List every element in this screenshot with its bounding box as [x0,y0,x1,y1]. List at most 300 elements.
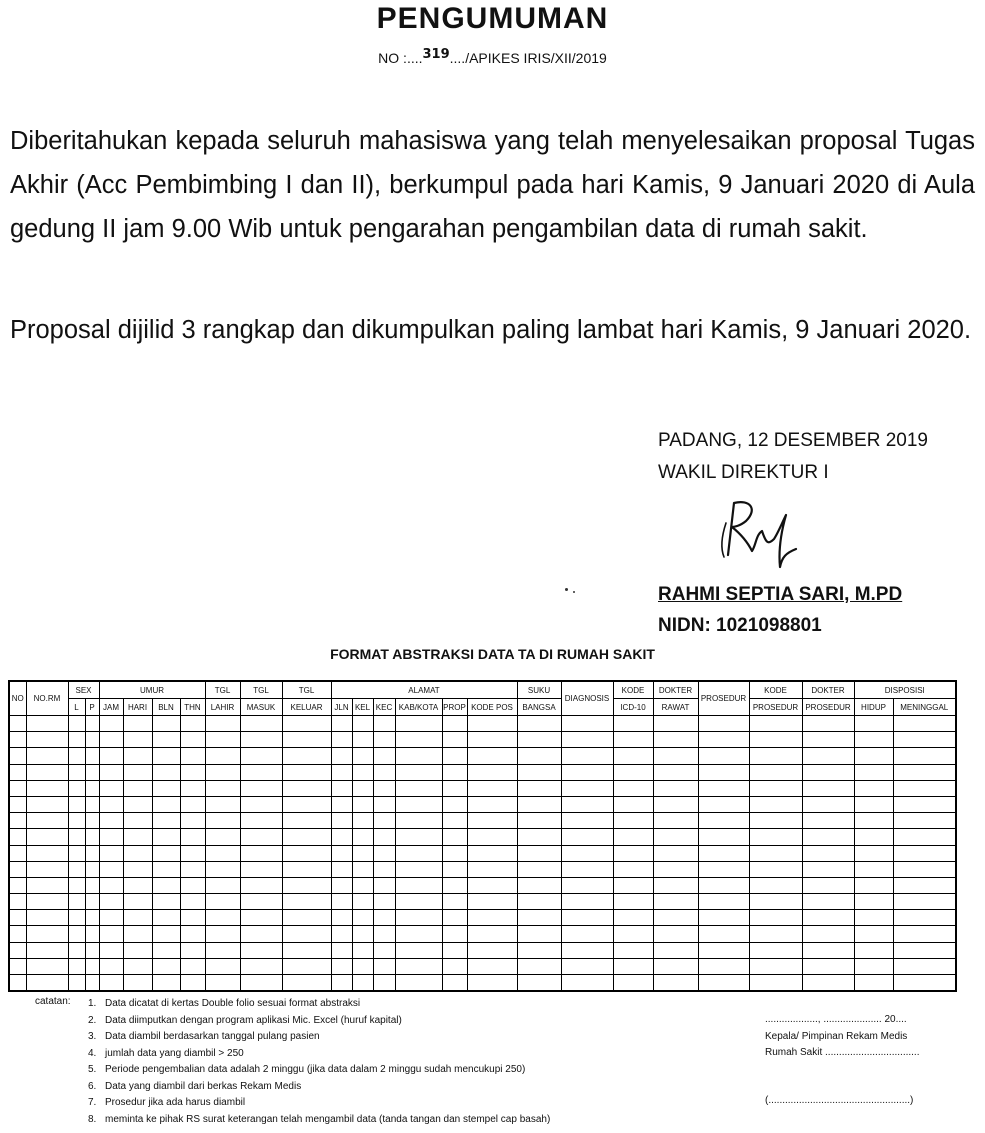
table-cell [698,764,749,780]
table-cell [331,975,352,992]
table-cell [442,926,467,942]
table-cell [517,958,561,974]
col-dokter-prosedur: PROSEDUR [802,699,854,716]
table-cell [373,926,395,942]
table-cell [749,732,802,748]
table-cell [467,748,517,764]
table-cell [613,732,653,748]
table-cell [854,942,893,958]
table-cell [802,780,854,796]
table-cell [517,748,561,764]
table-cell [282,796,331,812]
table-cell [123,764,152,780]
table-cell [240,716,282,732]
table-cell [26,975,68,992]
abstraction-table [8,680,957,992]
table-cell [180,877,205,893]
table-cell [68,894,85,910]
table-cell [395,877,442,893]
table-cell [180,910,205,926]
table-cell [854,861,893,877]
table-cell [282,764,331,780]
table-cell [653,796,698,812]
number-dots: .... [406,50,423,66]
table-cell [123,732,152,748]
table-cell [893,748,956,764]
table-cell [9,732,26,748]
table-cell [123,877,152,893]
table-cell [893,780,956,796]
table-cell [180,975,205,992]
col-sex: SEX [68,681,99,699]
table-cell [467,845,517,861]
table-cell [123,829,152,845]
table-cell [653,861,698,877]
table-cell [152,732,180,748]
table-cell [68,910,85,926]
table-cell [99,716,123,732]
table-cell [352,813,373,829]
table-cell [331,732,352,748]
table-cell [467,732,517,748]
table-cell [893,732,956,748]
table-cell [517,975,561,992]
table-cell [854,877,893,893]
table-cell [653,942,698,958]
table-cell [9,716,26,732]
table-cell [802,764,854,780]
table-cell [893,877,956,893]
table-cell [180,716,205,732]
table-cell [240,764,282,780]
table-cell [395,958,442,974]
table-cell [205,813,240,829]
table-cell [653,813,698,829]
table-cell [802,958,854,974]
table-row [9,910,956,926]
table-cell [373,813,395,829]
table-cell [561,975,613,992]
note-item: 7. Prosedur jika ada harus diambil [88,1097,246,1108]
table-cell [152,813,180,829]
table-cell [373,845,395,861]
table-cell [26,829,68,845]
table-cell [613,748,653,764]
table-cell [240,829,282,845]
table-cell [893,764,956,780]
table-cell [893,829,956,845]
table-cell [467,877,517,893]
table-cell [613,764,653,780]
signatory-nidn: NIDN: 1021098801 [658,615,822,636]
table-cell [99,975,123,992]
table-cell [467,764,517,780]
table-cell [331,942,352,958]
table-cell [205,958,240,974]
table-cell [240,975,282,992]
table-cell [395,716,442,732]
table-cell [893,926,956,942]
table-cell [613,910,653,926]
table-cell [802,845,854,861]
table-cell [152,845,180,861]
col-hidup: HIDUP [854,699,893,716]
col-suku: SUKU [517,681,561,699]
table-cell [85,780,99,796]
table-cell [749,877,802,893]
col-jln: JLN [331,699,352,716]
col-kode-top: KODE [613,681,653,699]
table-cell [152,861,180,877]
note-item: 3. Data diambil berdasarkan tanggal pulang pasien [88,1031,320,1042]
table-cell [205,716,240,732]
table-cell [180,958,205,974]
table-cell [561,861,613,877]
table-cell [613,942,653,958]
table-cell [240,894,282,910]
table-cell [352,716,373,732]
table-cell [561,942,613,958]
table-row [9,958,956,974]
table-cell [442,845,467,861]
table-cell [467,942,517,958]
table-cell [123,796,152,812]
table-cell [99,813,123,829]
table-cell [467,910,517,926]
table-cell [749,910,802,926]
table-cell [802,877,854,893]
table-cell [240,845,282,861]
col-dokter-top: DOKTER [653,681,698,699]
table-cell [442,958,467,974]
table-cell [442,942,467,958]
table-cell [331,764,352,780]
table-cell [85,975,99,992]
table-cell [352,829,373,845]
table-cell [893,975,956,992]
table-cell [68,958,85,974]
table-cell [442,716,467,732]
col-thn: THN [180,699,205,716]
table-cell [152,975,180,992]
table-cell [352,861,373,877]
table-cell [68,716,85,732]
table-cell [653,877,698,893]
table-cell [9,861,26,877]
table-row [9,975,956,992]
col-masuk: MASUK [240,699,282,716]
page-title: PENGUMUMAN [376,2,609,35]
table-cell [442,894,467,910]
table-cell [68,845,85,861]
col-icd: ICD-10 [613,699,653,716]
table-cell [613,926,653,942]
table-cell [68,877,85,893]
table-cell [749,796,802,812]
table-cell [152,942,180,958]
table-cell [749,942,802,958]
table-cell [352,796,373,812]
table-cell [749,716,802,732]
table-cell [373,796,395,812]
table-cell [99,780,123,796]
table-cell [26,942,68,958]
table-cell [561,877,613,893]
table-cell [26,861,68,877]
table-cell [467,926,517,942]
table-cell [180,894,205,910]
table-cell [26,926,68,942]
table-cell [240,861,282,877]
table-cell [85,877,99,893]
table-cell [653,829,698,845]
table-cell [395,942,442,958]
table-cell [613,975,653,992]
table-cell [373,958,395,974]
table-cell [613,716,653,732]
table-cell [240,877,282,893]
table-cell [205,780,240,796]
table-cell [9,910,26,926]
table-cell [123,861,152,877]
announcement-paragraph-1: Diberitahukan kepada seluruh mahasiswa yang telah menyelesaikan proposal Tugas Akhir (Acc Pembimbing I dan II), berkumpul pada hari Kamis, 9 Januari 2020 di Aula gedung II jam 9.00 Wib untuk pengarahan pengambilan data di rumah sakit. [10,127,975,243]
table-cell [517,813,561,829]
table-cell [85,910,99,926]
handwritten-number: 319 [422,47,450,62]
table-cell [85,764,99,780]
table-cell [240,732,282,748]
table-cell [331,829,352,845]
table-cell [854,813,893,829]
col-sex-l: L [68,699,85,716]
table-cell [613,877,653,893]
table-cell [802,716,854,732]
table-cell [442,732,467,748]
col-prop: PROP [442,699,467,716]
table-cell [85,829,99,845]
table-cell [240,796,282,812]
table-row [9,732,956,748]
table-cell [68,942,85,958]
col-disposisi: DISPOSISI [854,681,956,699]
table-cell [180,829,205,845]
table-cell [802,861,854,877]
table-cell [613,780,653,796]
table-cell [240,910,282,926]
note-item: 1. Data dicatat di kertas Double folio sesuai format abstraksi [88,998,361,1009]
table-cell [205,829,240,845]
col-hari: HARI [123,699,152,716]
table-cell [99,796,123,812]
table-cell [802,942,854,958]
table-cell [68,829,85,845]
table-cell [331,861,352,877]
announcement-paragraph-2: Proposal dijilid 3 rangkap dan dikumpulkan paling lambat hari Kamis, 9 Januari 2020. [10,316,972,344]
table-cell [561,796,613,812]
table-cell [352,764,373,780]
table-cell [613,861,653,877]
table-cell [152,796,180,812]
table-cell [26,845,68,861]
table-cell [517,780,561,796]
table-cell [442,780,467,796]
table-cell [352,910,373,926]
table-cell [698,861,749,877]
col-alamat: ALAMAT [331,681,517,699]
table-cell [467,813,517,829]
table-cell [749,813,802,829]
table-cell [180,748,205,764]
table-cell [68,780,85,796]
table-cell [152,926,180,942]
table-cell [854,780,893,796]
table-cell [180,764,205,780]
table-cell [613,813,653,829]
table-cell [561,926,613,942]
col-bangsa: BANGSA [517,699,561,716]
table-cell [467,894,517,910]
table-cell [205,910,240,926]
table-cell [282,748,331,764]
table-cell [613,845,653,861]
table-cell [205,796,240,812]
table-cell [561,716,613,732]
table-cell [152,910,180,926]
table-cell [893,894,956,910]
table-cell [331,716,352,732]
table-cell [561,845,613,861]
table-cell [893,716,956,732]
table-cell [653,910,698,926]
table-cell [99,732,123,748]
table-cell [26,894,68,910]
table-cell [99,861,123,877]
abstraction-form-table [8,680,957,992]
notes-label: catatan: [35,996,71,1007]
table-cell [26,780,68,796]
table-cell [749,975,802,992]
table-cell [331,894,352,910]
table-cell [893,958,956,974]
table-cell [653,780,698,796]
table-cell [373,975,395,992]
table-cell [613,796,653,812]
table-cell [893,813,956,829]
table-cell [517,926,561,942]
table-cell [802,926,854,942]
table-row [9,748,956,764]
table-row [9,861,956,877]
table-cell [123,942,152,958]
table-cell [373,732,395,748]
col-sex-p: P [85,699,99,716]
table-cell [85,732,99,748]
table-cell [653,764,698,780]
col-dokter-prosedur-top: DOKTER [802,681,854,699]
table-cell [395,829,442,845]
table-cell [331,926,352,942]
table-cell [123,716,152,732]
table-cell [442,796,467,812]
table-cell [282,926,331,942]
table-cell [698,926,749,942]
table-cell [395,780,442,796]
table-cell [467,780,517,796]
table-cell [352,894,373,910]
note-item: 2. Data diimputkan dengan program aplikasi Mic. Excel (huruf kapital) [88,1014,402,1026]
table-cell [749,748,802,764]
col-kode-prosedur: PROSEDUR [749,699,802,716]
table-cell [395,845,442,861]
table-cell [467,975,517,992]
table-cell [749,861,802,877]
table-cell [205,877,240,893]
table-cell [802,732,854,748]
col-kodepos: KODE POS [467,699,517,716]
col-rawat: RAWAT [653,699,698,716]
table-cell [893,861,956,877]
table-cell [205,975,240,992]
table-cell [68,813,85,829]
table-cell [26,813,68,829]
table-cell [698,958,749,974]
table-cell [373,748,395,764]
table-cell [395,894,442,910]
table-cell [517,894,561,910]
table-cell [395,732,442,748]
table-cell [180,861,205,877]
col-prosedur: PROSEDUR [698,681,749,716]
col-diagnosis: DIAGNOSIS [561,681,613,716]
table-cell [854,764,893,780]
table-cell [854,910,893,926]
table-cell [517,732,561,748]
table-row [9,926,956,942]
table-cell [180,732,205,748]
table-cell [85,796,99,812]
table-cell [373,780,395,796]
col-kode-prosedur-top: KODE [749,681,802,699]
table-row [9,829,956,845]
table-cell [331,813,352,829]
table-cell [373,910,395,926]
table-cell [240,942,282,958]
table-cell [68,748,85,764]
table-cell [9,780,26,796]
table-cell [395,813,442,829]
table-cell [68,975,85,992]
table-cell [352,732,373,748]
note-item: 5. Periode pengembalian data adalah 2 minggu (jika data dalam 2 minggu sudah mencukupi 250) [88,1064,526,1075]
approval-block [765,1012,920,1062]
table-cell [9,748,26,764]
table-cell [331,796,352,812]
table-cell [205,926,240,942]
table-cell [152,764,180,780]
table-cell [26,796,68,812]
table-cell [152,877,180,893]
table-cell [282,894,331,910]
col-norm: NO.RM [26,681,68,716]
table-cell [26,958,68,974]
table-cell [561,829,613,845]
table-cell [749,894,802,910]
table-cell [85,942,99,958]
table-cell [205,942,240,958]
table-cell [517,716,561,732]
table-cell [698,796,749,812]
table-cell [99,894,123,910]
